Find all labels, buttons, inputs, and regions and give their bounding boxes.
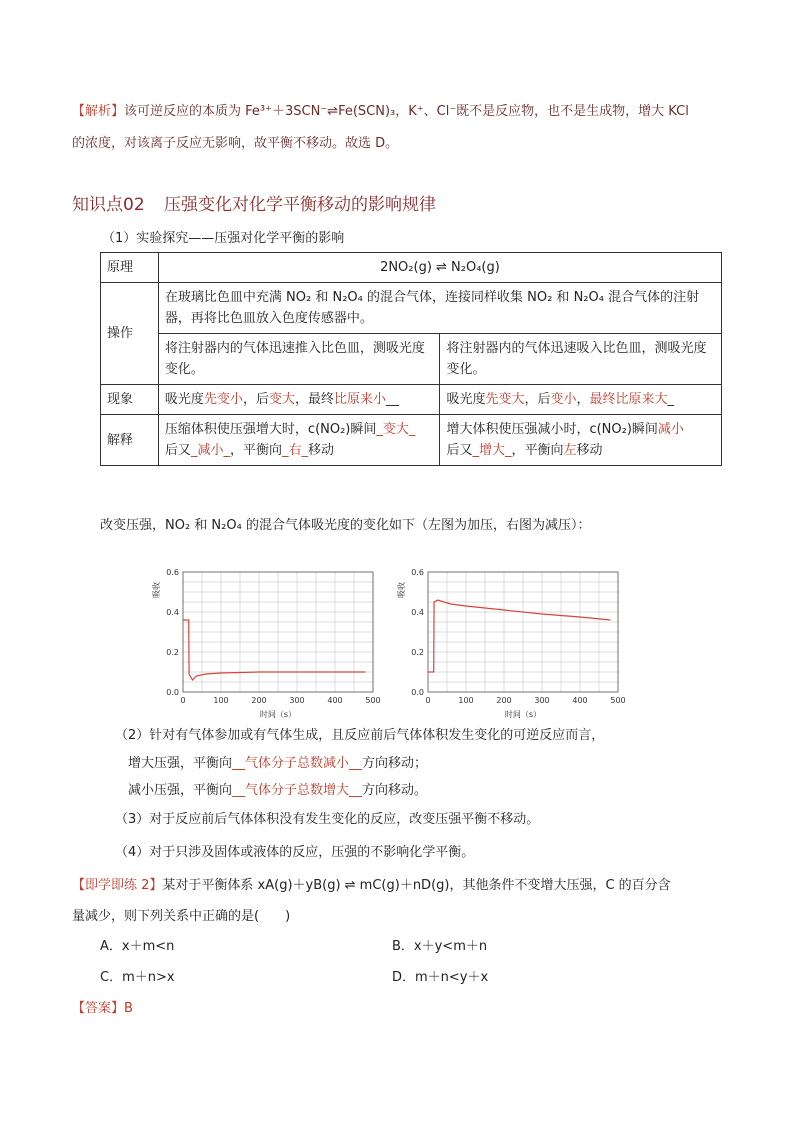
text-span: 后又	[446, 443, 473, 458]
absorbance-chart-pressurize	[145, 550, 385, 720]
answer-span: _变大_	[376, 422, 416, 437]
item-2-decrease	[128, 779, 427, 798]
y-tick-label: 0.4	[166, 608, 179, 617]
y-tick-label: 0.4	[411, 608, 424, 617]
change-note: 改变压强，NO₂ 和 N₂O₄ 的混合气体吸光度的变化如下（左图为加压，右图为减压）：	[100, 518, 591, 533]
item-2: （2）针对有气体参加或有气体生成，且反应前后气体体积发生变化的可逆反应而言，	[115, 728, 605, 743]
operation-right: 将注射器内的气体迅速吸入比色皿，测吸光度变化。	[440, 334, 722, 385]
y-axis-label: 吸收	[397, 582, 406, 598]
table-row	[101, 253, 722, 283]
answer-span: __气体分子总数增大__	[232, 783, 363, 798]
answer-line	[72, 997, 133, 1016]
option-a: A．x＋m<n	[100, 939, 175, 954]
text-span: __	[386, 392, 400, 407]
table-row	[101, 385, 722, 415]
x-tick-label: 300	[289, 696, 305, 705]
phenomenon-right	[440, 385, 722, 415]
text-span: 后又	[164, 443, 191, 458]
option-b: B．x＋y<m＋n	[392, 939, 488, 954]
row-label-principle: 原理	[101, 253, 159, 283]
text-span: _	[667, 392, 675, 407]
practice-line-2: 量减少，则下列关系中正确的是( )	[72, 909, 291, 924]
option-d: D．m＋n<y＋x	[392, 970, 489, 985]
text-span: ，平衡向	[511, 443, 564, 458]
practice-tag: 【即学即练 2】	[72, 878, 163, 893]
x-tick-label: 100	[458, 696, 474, 705]
y-tick-label: 0.6	[166, 568, 179, 577]
principle-equation: 2NO₂(g) ⇌ N₂O₄(g)	[158, 253, 721, 283]
section-heading	[72, 190, 436, 215]
answer-span: 比原来小	[334, 392, 387, 407]
answer-span: 先变小	[203, 392, 243, 407]
answer-span: _减小_	[190, 443, 230, 458]
answer-span: 减小	[657, 422, 684, 437]
answer-value: B	[124, 1001, 133, 1016]
grid	[428, 572, 618, 692]
analysis-text-1: 该可逆反应的本质为 Fe³⁺＋3SCN⁻⇌Fe(SCN)₃，K⁺、Cl⁻既不是反应物，也不是生成物，增大 KCl	[124, 104, 689, 119]
x-tick-label: 0	[180, 696, 186, 705]
analysis-line-2: 的浓度，对该离子反应无影响，故平衡不移动。故选 D。	[72, 136, 399, 151]
x-tick-label: 500	[365, 696, 381, 705]
x-tick-label: 100	[213, 696, 229, 705]
text-span: 方向移动；	[362, 756, 428, 771]
text-span: ，平衡向	[229, 443, 282, 458]
row-label-phenomenon: 现象	[101, 385, 159, 415]
analysis-tag: 【解析】	[72, 104, 125, 119]
absorbance-chart-depressurize	[390, 550, 635, 720]
answer-span: 变大	[268, 392, 295, 407]
experiment-table	[100, 252, 722, 466]
explain-right	[440, 415, 722, 466]
y-tick-label: 0.0	[166, 688, 179, 697]
text-span: ，	[576, 392, 590, 407]
text-span: ，后	[524, 392, 551, 407]
table-row	[101, 283, 722, 334]
text-span: 减小压强，平衡向	[128, 783, 233, 798]
item-4: （4）对于只涉及固体或液体的反应，压强的不影响化学平衡。	[115, 845, 475, 860]
x-tick-label: 200	[251, 696, 267, 705]
x-tick-label: 500	[610, 696, 626, 705]
text-span: 移动	[307, 443, 334, 458]
item-1: （1）实验探究——压强对化学平衡的影响	[102, 231, 345, 246]
table-row	[101, 415, 722, 466]
series-line	[183, 620, 365, 680]
text-span: 吸光度	[446, 392, 486, 407]
answer-span: _增大_	[472, 443, 512, 458]
series-line	[428, 600, 610, 672]
analysis-line-1	[72, 100, 689, 119]
practice-line-1	[72, 874, 671, 893]
answer-span: 最终比原来大	[589, 392, 668, 407]
x-tick-label: 200	[496, 696, 512, 705]
practice-text-1: 某对于平衡体系 xA(g)＋yB(g) ⇌ mC(g)＋nD(g)，其他条件不变增大压强，C 的百分含	[162, 878, 671, 893]
x-tick-label: 0	[425, 696, 431, 705]
text-span: 移动	[576, 443, 603, 458]
item-2-increase	[128, 752, 427, 771]
x-tick-label: 300	[534, 696, 550, 705]
x-axis-label: 时间（s）	[259, 710, 297, 719]
text-span: 增大体积使压强减小时，c(NO₂)瞬间	[446, 422, 658, 437]
table-row	[101, 334, 722, 385]
operation-main: 在玻璃比色皿中充满 NO₂ 和 N₂O₄ 的混合气体，连接同样收集 NO₂ 和 N₂O₄ 混合气体的注射器，再将比色皿放入色度传感器中。	[158, 283, 721, 334]
row-label-explain: 解释	[101, 415, 159, 466]
item-3: （3）对于反应前后气体体积没有发生变化的反应，改变压强平衡不移动。	[115, 812, 540, 827]
answer-span: 变小	[550, 392, 577, 407]
answer-span: 左	[563, 443, 577, 458]
text-span: 吸光度	[164, 392, 204, 407]
y-tick-label: 0.2	[166, 648, 179, 657]
operation-left: 将注射器内的气体迅速推入比色皿，测吸光度变化。	[158, 334, 440, 385]
text-span: 压缩体积使压强增大时，c(NO₂)瞬间	[164, 422, 377, 437]
phenomenon-left	[158, 385, 440, 415]
answer-span: __气体分子总数减小__	[232, 756, 363, 771]
answer-span: _右_	[281, 443, 308, 458]
answer-tag: 【答案】	[72, 1001, 125, 1016]
text-span: ，最终	[294, 392, 334, 407]
section-number: 知识点02	[72, 195, 145, 215]
answer-span: 先变大	[485, 392, 525, 407]
row-label-operation: 操作	[101, 283, 159, 385]
y-axis-label: 吸收	[152, 582, 161, 598]
x-tick-label: 400	[572, 696, 588, 705]
text-span: 方向移动。	[362, 783, 428, 798]
text-span: 增大压强，平衡向	[128, 756, 233, 771]
section-title: 压强变化对化学平衡移动的影响规律	[164, 195, 437, 215]
y-tick-label: 0.6	[411, 568, 424, 577]
x-axis-label: 时间（s）	[504, 710, 542, 719]
explain-left	[158, 415, 440, 466]
x-tick-label: 400	[327, 696, 343, 705]
text-span: ，后	[242, 392, 269, 407]
y-tick-label: 0.0	[411, 688, 424, 697]
y-tick-label: 0.2	[411, 648, 424, 657]
option-c: C．m＋n>x	[100, 970, 175, 985]
